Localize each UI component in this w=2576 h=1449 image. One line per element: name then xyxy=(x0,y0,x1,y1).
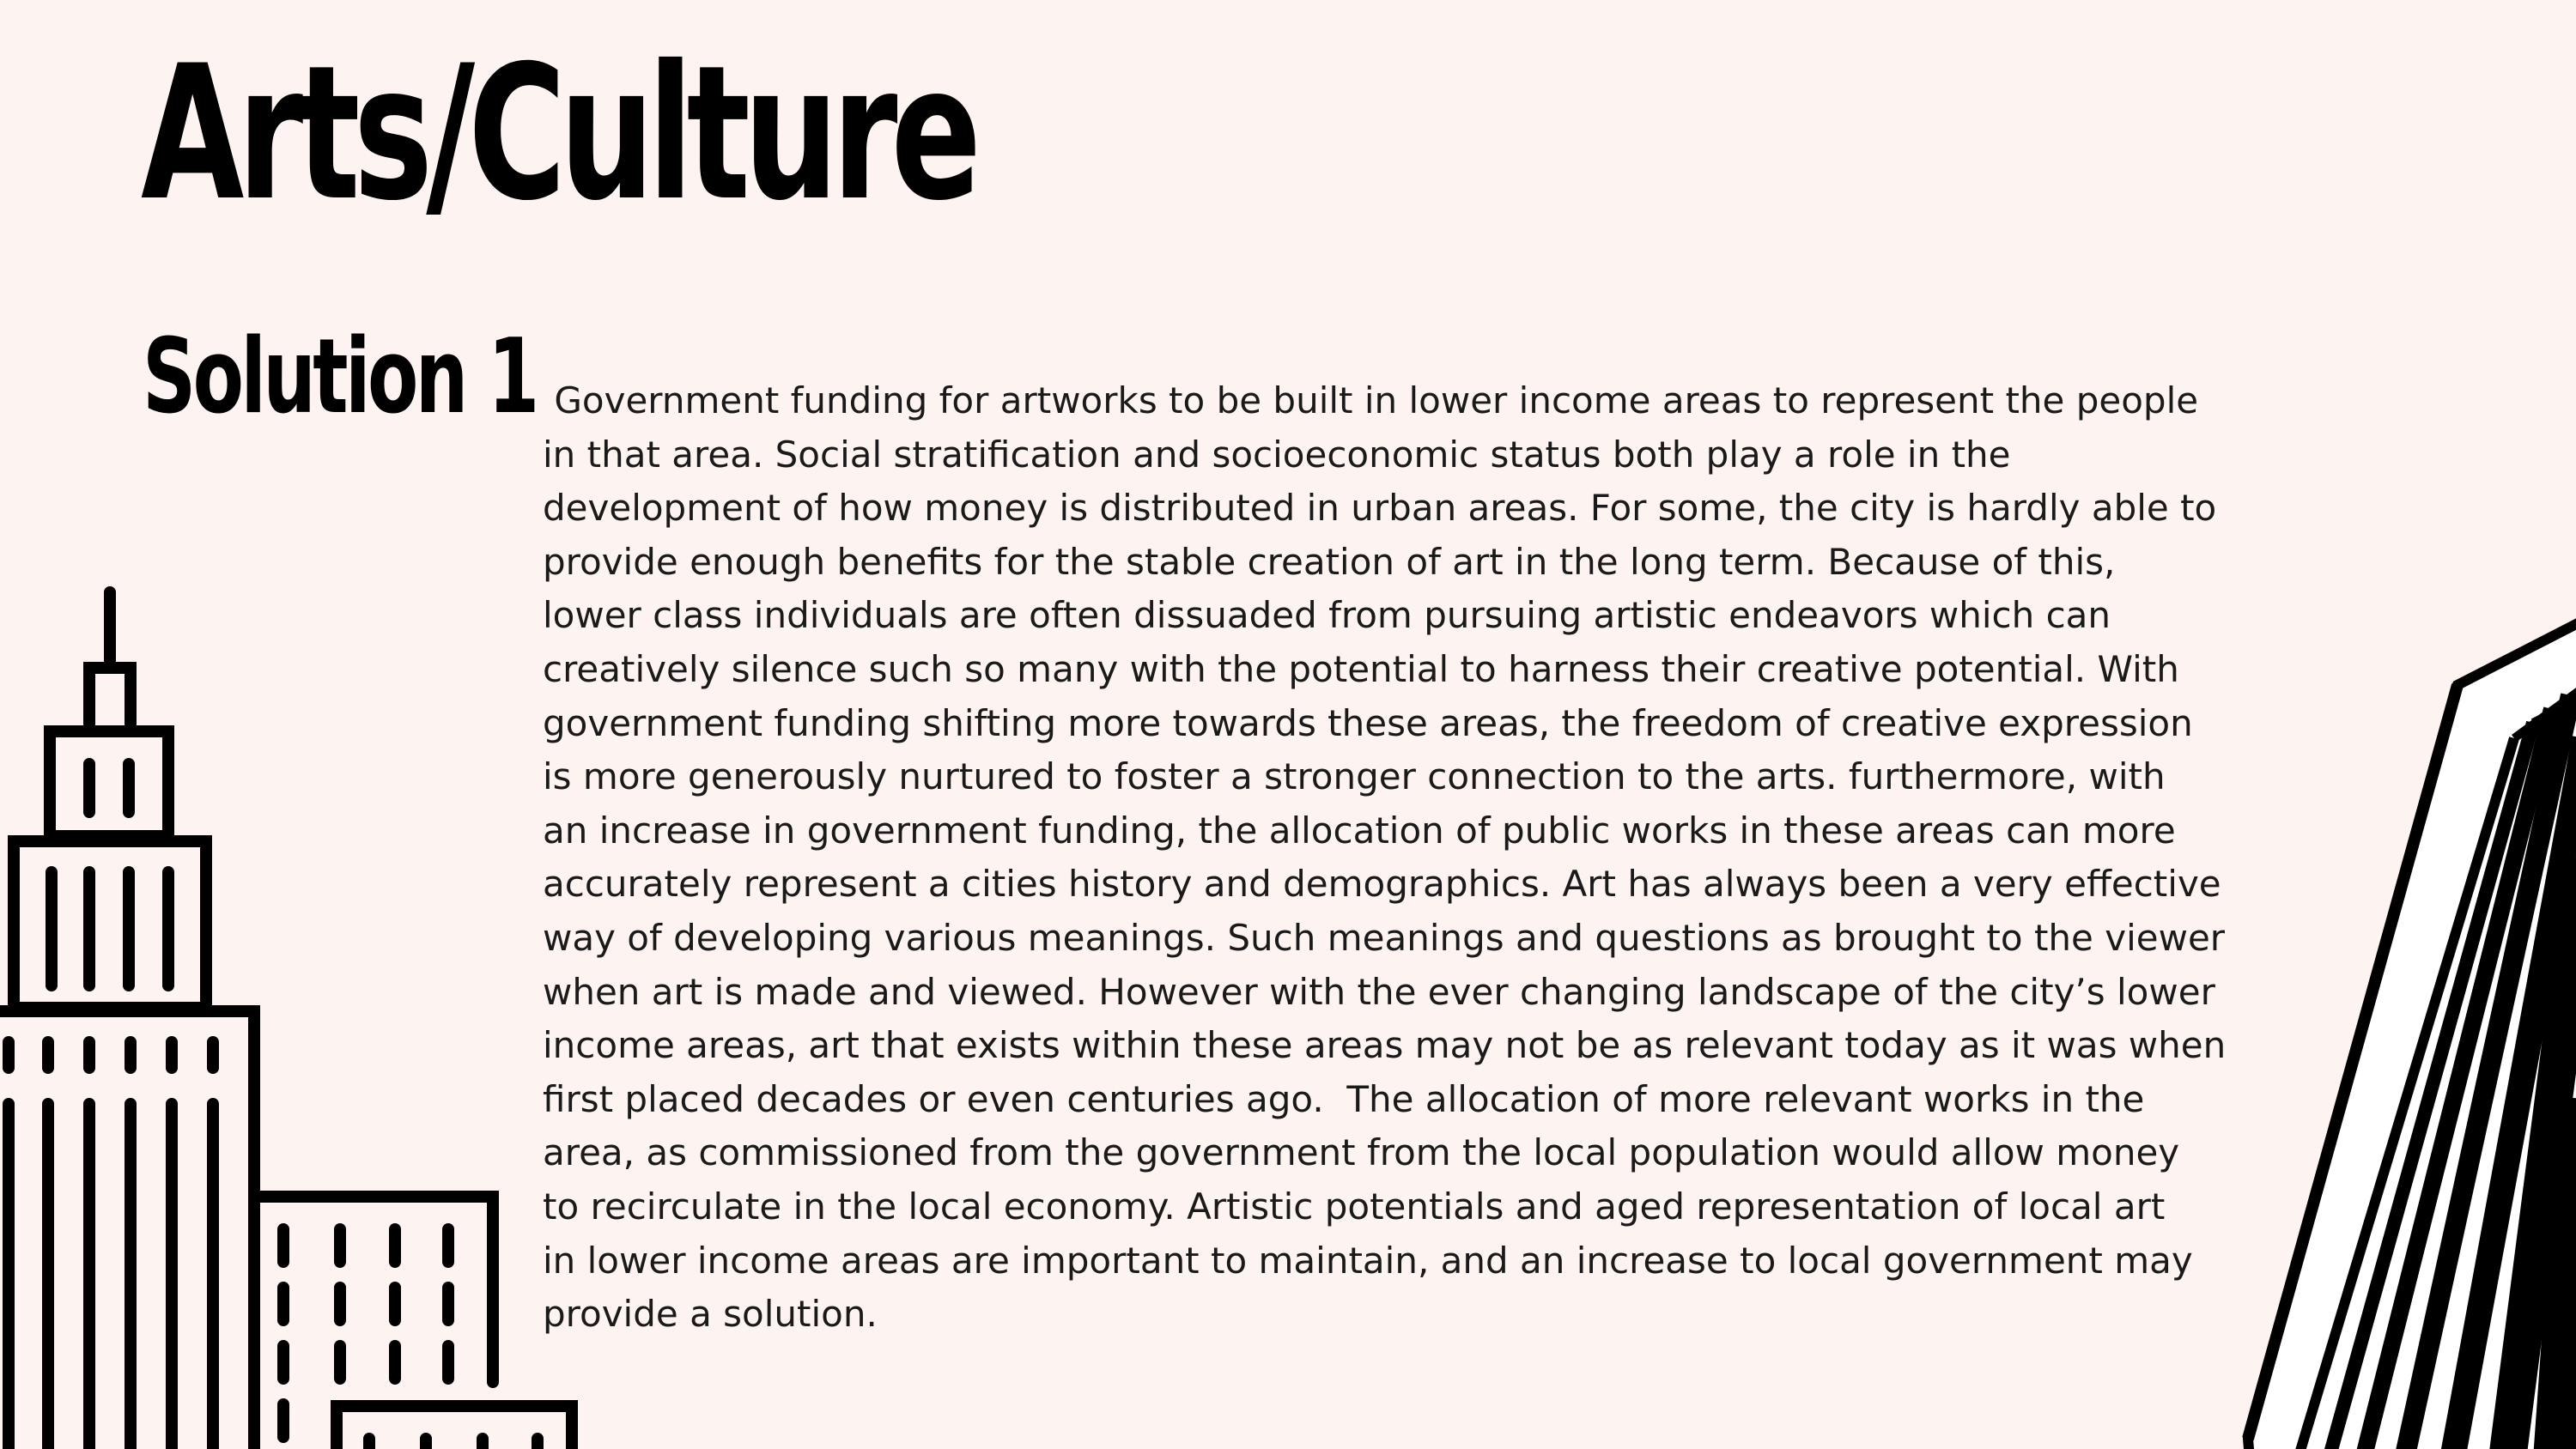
section-heading: Solution 1 xyxy=(143,318,537,437)
body-paragraph: Government funding for artworks to be built in lower income areas to represent the people in that area. Social stratification and socioeconomic status both play a role in the development of how money is distributed in urban areas. For some, the city is hardly able to provide enough benefits for the stable creation of art in the long term. Because of this, lower class individuals are often dissuaded from pursuing artistic endeavors which can creatively silence such so many with the potential to harness their creative potential. With government funding shifting more towards these areas, the freedom of creative expression is more generously nurtured to foster a stronger connection to the arts. furthermore, with an increase in government funding, the allocation of public works in these areas can more accurately represent a cities history and demographics. Art has always been a very effective way of developing various meanings. Such meanings and questions as brought to the viewer when art is made and viewed. However with the ever changing landscape of the city’s lower income areas, art that exists within these areas may not be as relevant today as it was when first placed decades or even centuries ago. The allocation of more relevant works in the area, as commissioned from the government from the local population would allow money to recirculate in the local economy. Artistic potentials and aged representation of local art in lower income areas are important to maintain, and an increase to local government may provide a solution. xyxy=(543,379,2227,1336)
page-title: Arts/Culture xyxy=(141,26,975,241)
skyscraper-icon xyxy=(2233,601,2576,1449)
city-skyline-icon xyxy=(0,584,592,1449)
